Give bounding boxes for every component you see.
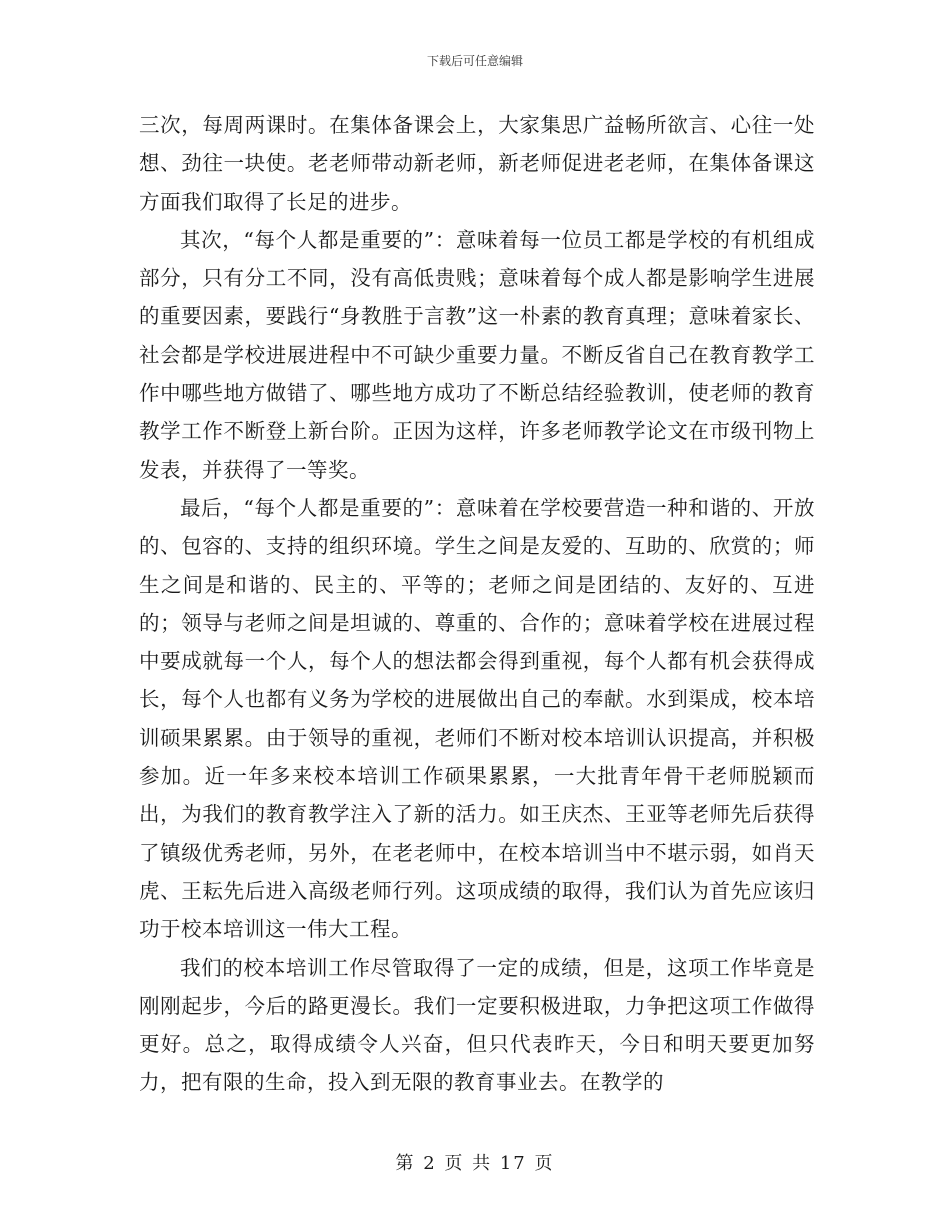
paragraph-continuation: 三次，每周两课时。在集体备课会上，大家集思广益畅所欲言、心往一处想、劲往一块使。老老师带动新老师，新老师促进老老师，在集体备课这方面我们取得了长足的进步。: [139, 113, 815, 214]
page-number: 第 2 页 共 17 页: [395, 1153, 555, 1174]
page-footer: [0, 1152, 950, 1176]
paragraph-conclusion: 我们的校本培训工作尽管取得了一定的成绩，但是，这项工作毕竟是刚刚起步，今后的路更漫长。我们一定要积极进取，力争把这项工作做得更好。总之，取得成绩令人兴奋，但只代表昨天，今日和明天要更加努力，把有限的生命，投入到无限的教育事业去。在教学的: [139, 955, 815, 1095]
header-note: 下载后可任意编辑: [426, 54, 523, 68]
document-body: [139, 106, 815, 1102]
paragraph-finally: 最后，“每个人都是重要的”：意味着在学校要营造一种和谐的、开放的、包容的、支持的组织环境。学生之间是友爱的、互助的、欣赏的；师生之间是和谐的、民主的、平等的；老师之间是团结的、友好的、互进的；领导与老师之间是坦诚的、尊重的、合作的；意味着学校在进展过程中要成就每一个人，每个人的想法都会得到重视，每个人都有机会获得成长，每个人也都有义务为学校的进展做出自己的奉献。水到渠成，校本培训硕果累累。由于领导的重视，老师们不断对校本培训认识提高，并积极参加。近一年多来校本培训工作硕果累累，一大批青年骨干老师脱颖而出，为我们的教育教学注入了新的活力。如王庆杰、王亚等老师先后获得了镇级优秀老师，另外，在老老师中，在校本培训当中不堪示弱，如肖天虎、王耘先后进入高级老师行列。这项成绩的取得，我们认为首先应该归功于校本培训这一伟大工程。: [139, 495, 815, 942]
paragraph-second: 其次，“每个人都是重要的”：意味着每一位员工都是学校的有机组成部分，只有分工不同，没有高低贵贱；意味着每个成人都是影响学生进展的重要因素，要践行“身教胜于言教”这一朴素的教育真理；意味着家长、社会都是学校进展进程中不可缺少重要力量。不断反省自己在教育教学工作中哪些地方做错了、哪些地方成功了不断总结经验教训，使老师的教育教学工作不断登上新台阶。正因为这样，许多老师教学论文在市级刊物上发表，并获得了一等奖。: [139, 227, 815, 482]
